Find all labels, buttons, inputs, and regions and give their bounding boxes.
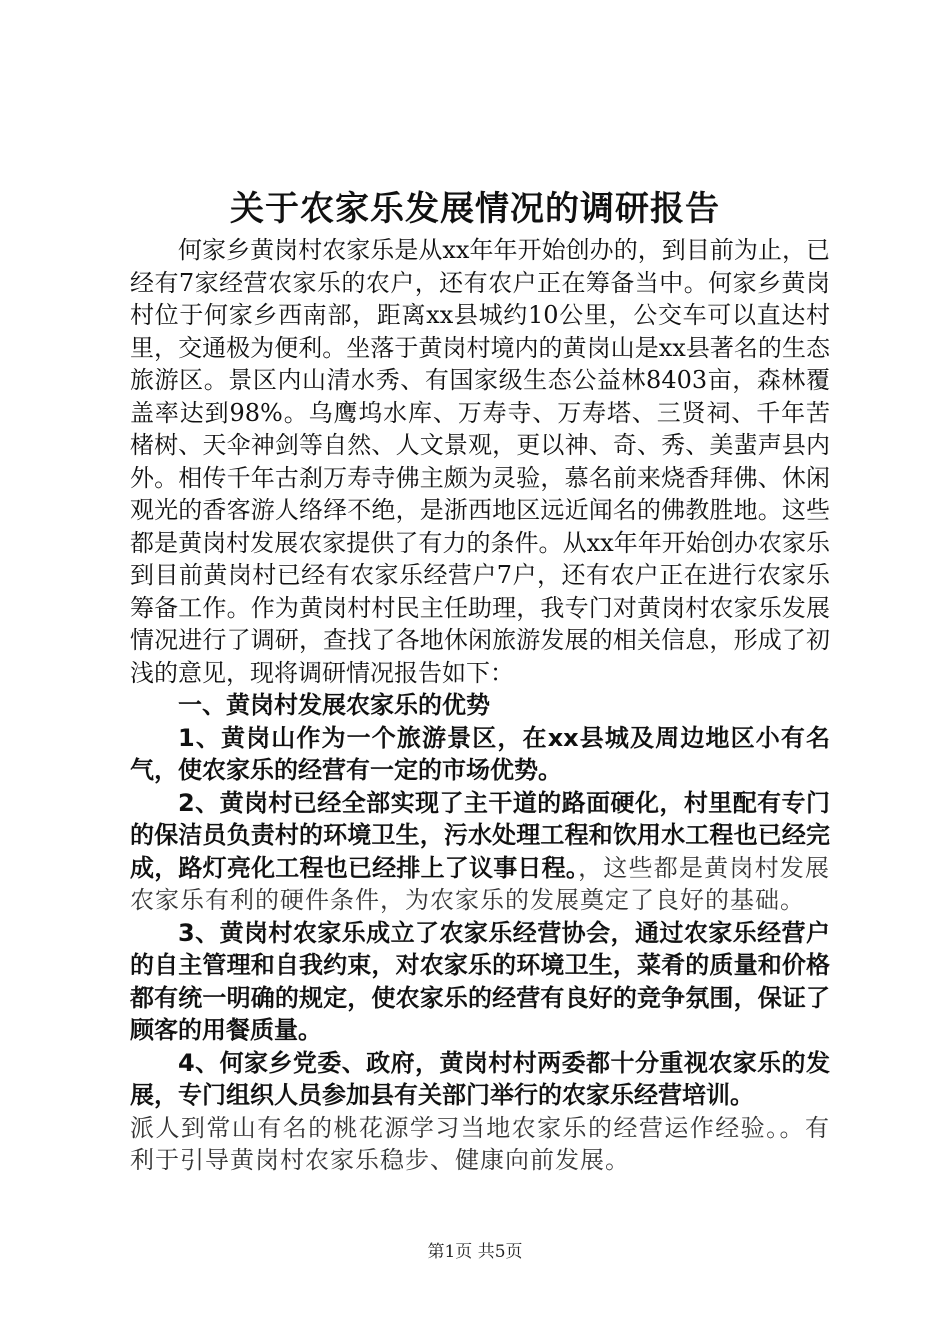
advantage-item-4-continued: 派人到常山有名的桃花源学习当地农家乐的经营运作经验。。有利于引导黄岗村农家乐稳步、健康向前发展。 <box>130 1113 830 1174</box>
advantage-item-3: 3、黄岗村农家乐成立了农家乐经营协会，通过农家乐经营户的自主管理和自我约束，对农家乐的环境卫生，菜肴的质量和价格都有统一明确的规定，使农家乐的经营有良好的竞争氛围，保证了顾客的用餐质量。 <box>130 918 830 1044</box>
advantage-item-4: 4、何家乡党委、政府，黄岗村村两委都十分重视农家乐的发展，专门组织人员参加县有关部门举行的农家乐经营培训。 <box>130 1048 830 1109</box>
section-heading-advantages: 一、黄岗村发展农家乐的优势 <box>178 691 490 719</box>
advantage-item-2 <box>130 787 830 917</box>
intro-paragraph: 何家乡黄岗村农家乐是从xx年年开始创办的，到目前为止，已经有7家经营农家乐的农户，还有农户正在筹备当中。何家乡黄岗村位于何家乡西南部，距离xx县城约10公里，公交车可以直达村里，交通极为便利。坐落于黄岗村境内的黄岗山是xx县著名的生态旅游区。景区内山清水秀、有国家级生态公益林8403亩，森林覆盖率达到98%。乌鹰坞水库、万寿寺、万寿塔、三贤祠、千年苦楮树、天伞神剑等自然、人文景观，更以神、奇、秀、美蜚声县内外。相传千年古刹万寿寺佛主颇为灵验，慕名前来烧香拜佛、休闲观光的香客游人络绎不绝，是浙西地区远近闻名的佛教胜地。这些都是黄岗村发展农家提供了有力的条件。从xx年年开始创办农家乐到目前黄岗村已经有农家乐经营户7户，还有农户正在进行农家乐筹备工作。作为黄岗村村民主任助理，我专门对黄岗村农家乐发展情况进行了调研，查找了各地休闲旅游发展的相关信息，形成了初浅的意见，现将调研情况报告如下： <box>130 236 830 687</box>
document-body <box>130 234 830 1177</box>
advantage-item-1: 1、黄岗山作为一个旅游景区，在xx县城及周边地区小有名气，使农家乐的经营有一定的市场优势。 <box>130 723 830 784</box>
advantage-item-2-main: 2、黄岗村已经全部实现了主干道的路面硬化，村里配有专门的保洁员负责村的环境卫生，污水处理工程和饮用水工程也已经完成，路灯亮化工程也已经排上了议事日程。 <box>130 788 830 882</box>
advantage-item-2-continued: ，这些都是黄岗村发展农家乐有利的硬件条件，为农家乐的发展奠定了良好的基础。 <box>130 853 831 914</box>
document-title: 关于农家乐发展情况的调研报告 <box>230 189 720 229</box>
page-footer: 第1页 共5页 <box>427 1242 523 1262</box>
